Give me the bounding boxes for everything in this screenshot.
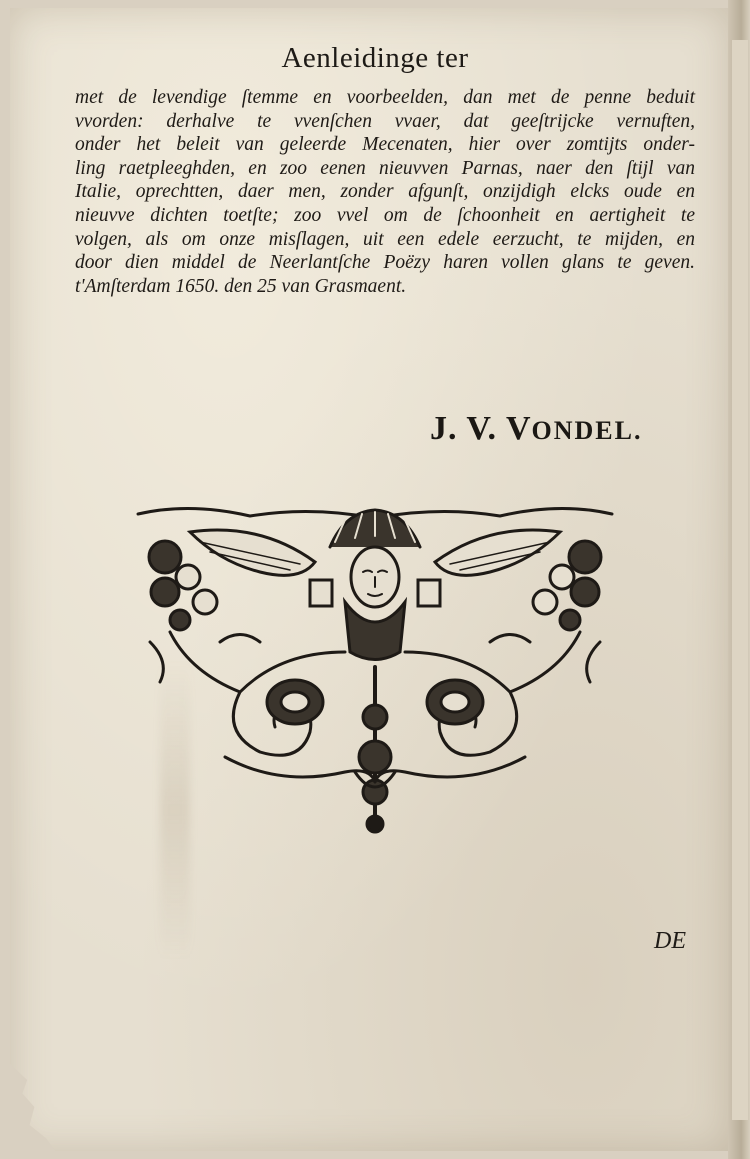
text-line: ling raetpleeghden, en zoo eenen nieuvven Parnas, naer den ſtijl van xyxy=(75,157,695,179)
text-line: onder het beleit van geleerde Mecenaten, hier over zomtijts onder- xyxy=(75,134,695,156)
body-text xyxy=(75,86,695,298)
author-signature xyxy=(430,410,642,448)
text-line: vvorden: derhalve te vvenſchen vvaer, dat geeſtrijcke vernuften, xyxy=(75,110,695,132)
signature-initials: J. V. V xyxy=(430,410,532,447)
text-line: volgen, als om onze misſlagen, uit een edele eerzucht, te mijden, en xyxy=(75,228,695,250)
headpiece-ornament-icon xyxy=(130,502,620,837)
text-line: met de levendige ſtemme en voorbeelden, dan met de penne beduit xyxy=(75,87,695,108)
signature-surname: ONDEL. xyxy=(531,416,643,445)
text-line: nieuvve dichten toetſte; zoo vvel om de ſchoonheit en aertigheit te xyxy=(75,204,695,226)
text-line: door dien middel de Neerlantſche Poëzy haren vollen glans te geven. xyxy=(75,252,695,274)
running-head: Aenleidinge ter xyxy=(281,42,469,74)
next-leaf-edge xyxy=(732,40,748,1120)
text-line: Italie, oprechtten, daer men, zonder afgunſt, onzijdigh elcks oude en xyxy=(75,181,695,203)
dateline: t'Amſterdam 1650. den 25 van Grasmaent. xyxy=(75,275,407,297)
catchword: DE xyxy=(654,928,686,954)
